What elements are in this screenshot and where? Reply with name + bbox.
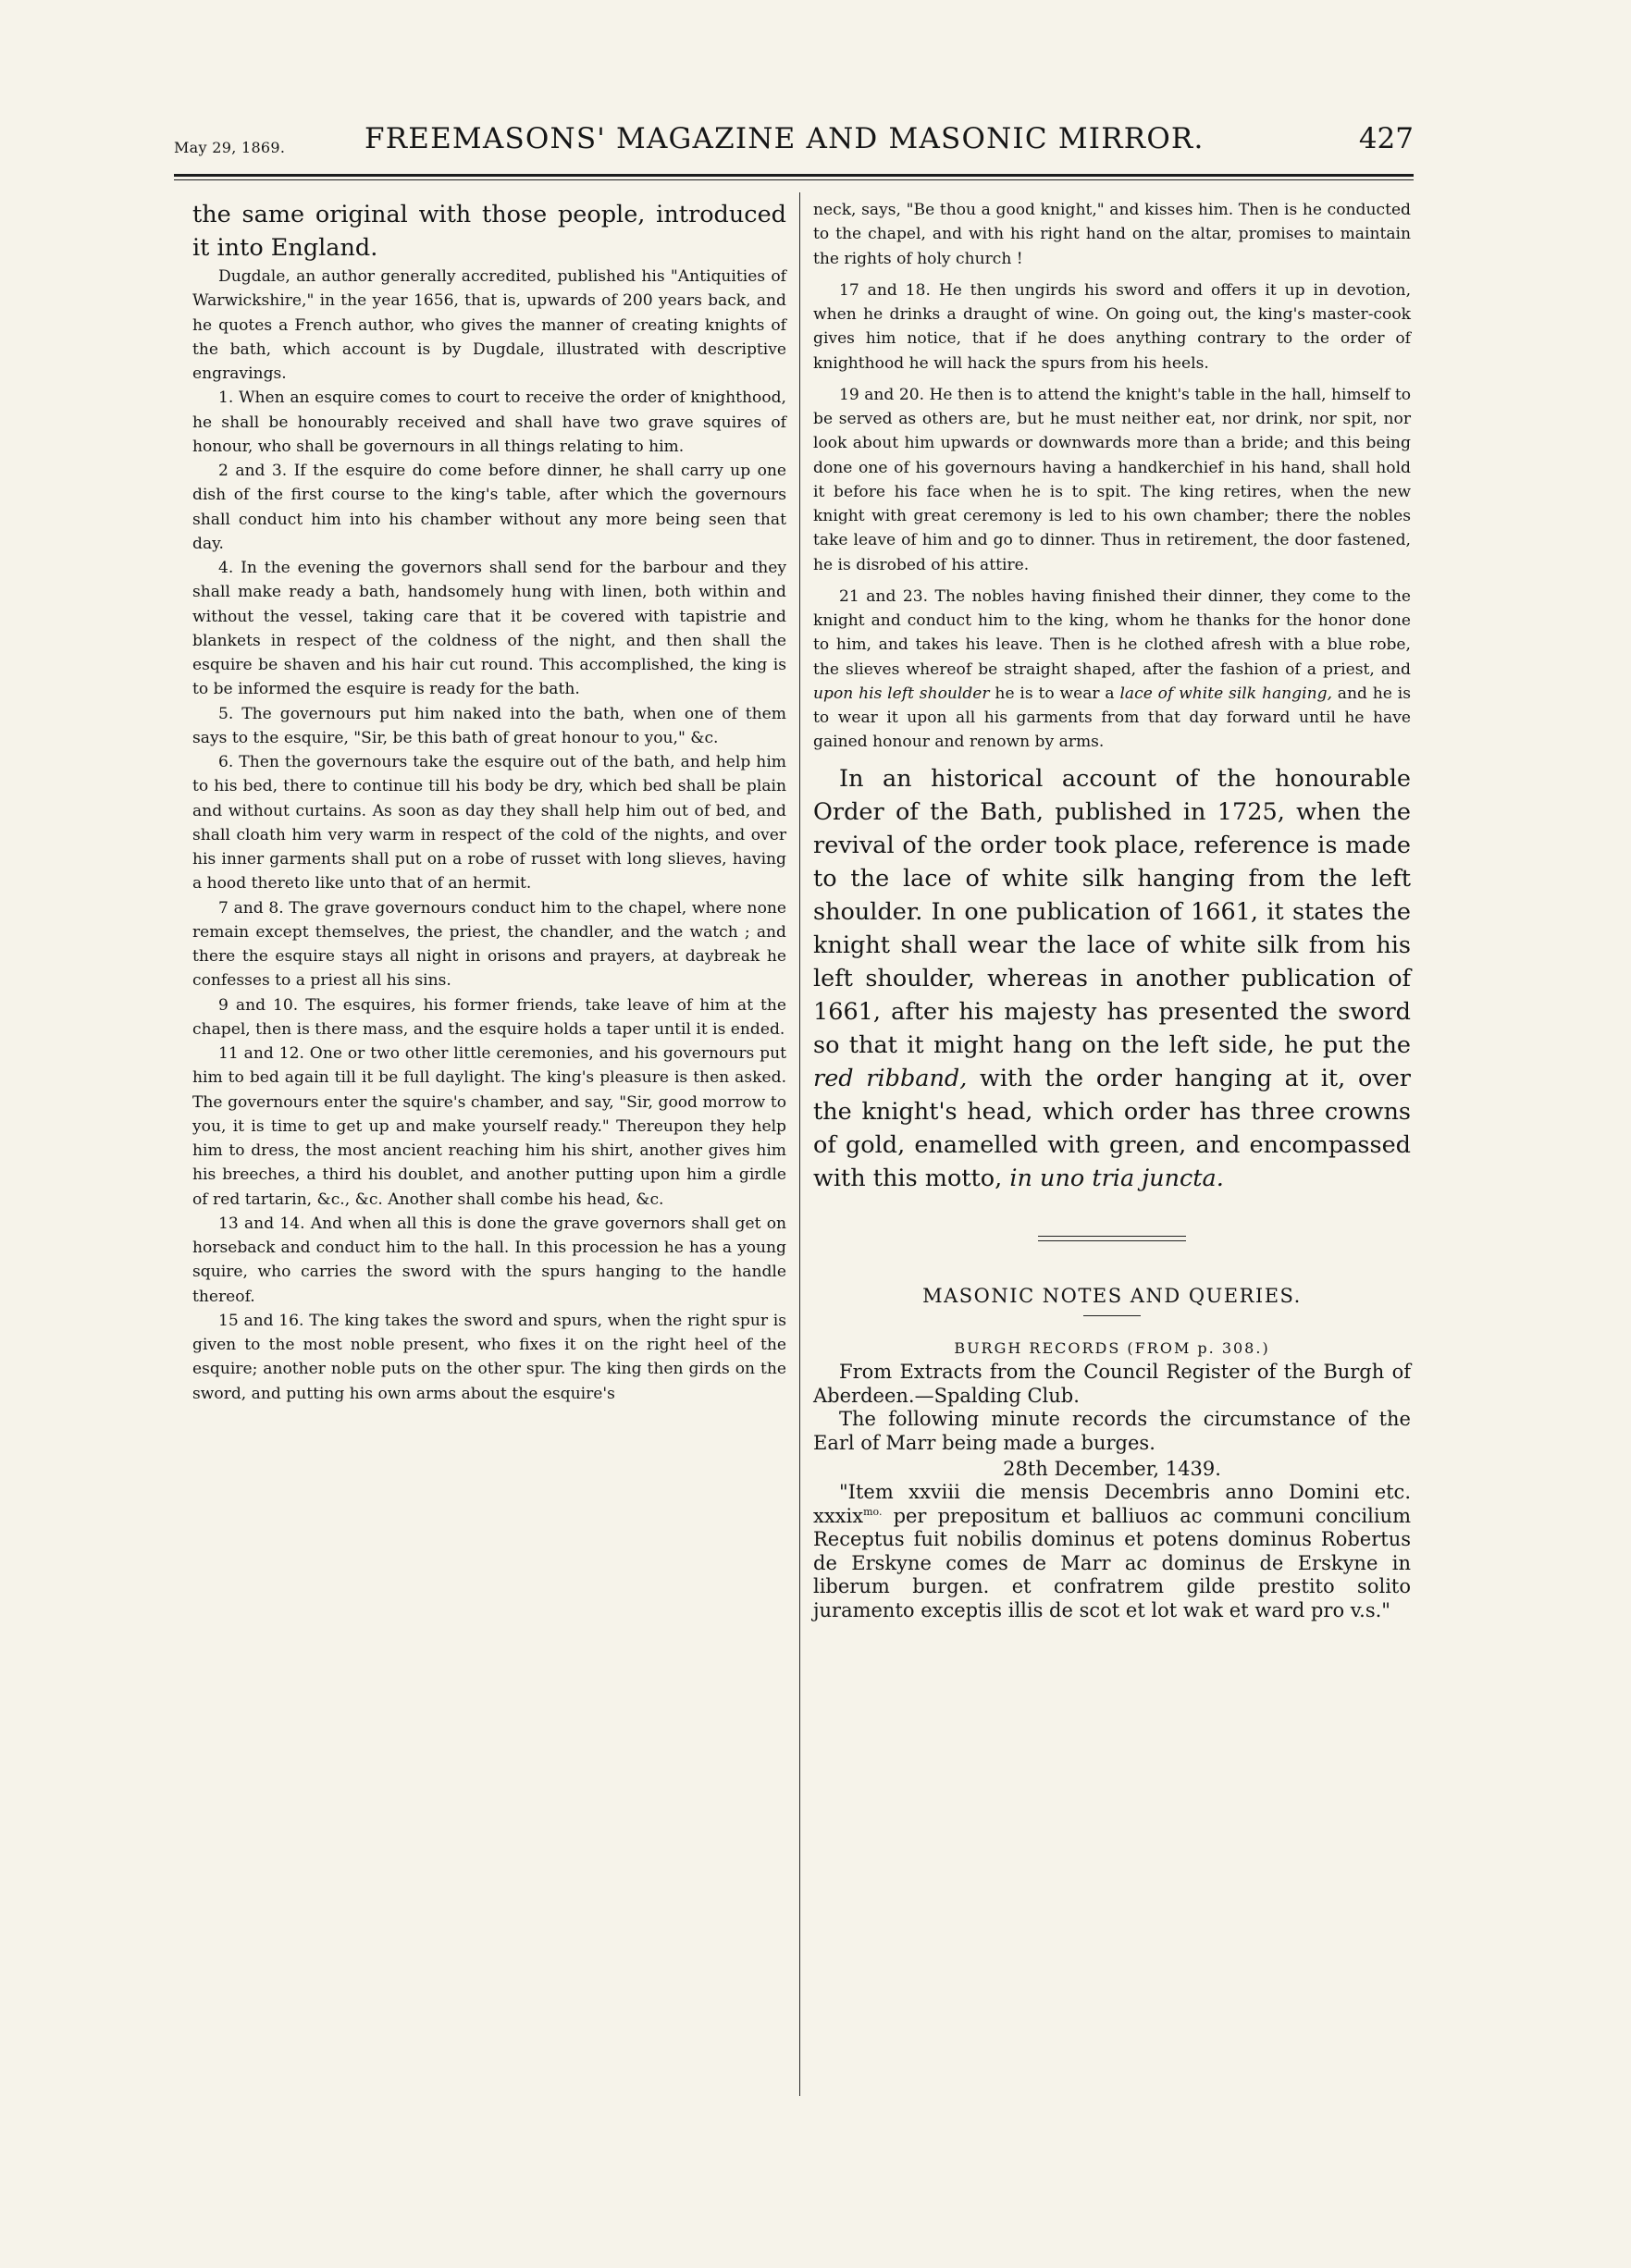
paragraph-21-23 <box>813 585 1411 755</box>
paragraph-9-10: 9 and 10. The esquires, his former friends, take leave of him at the chapel, then is there mass, and the esquire holds a taper until it is ended. <box>192 995 786 1039</box>
large-text-1: In an historical account of the honourable Order of the Bath, published in 1725, when the revival of the order took place, reference is made to the lace of white silk hanging from the left shoulder. In one publication of 1661, it states the knight shall wear the lace of white silk from his left shoulder, whereas in another publication of 1661, after his majesty has presented the sword so that it might hang on the left side, he put the <box>813 764 1411 1059</box>
large-text-2: with the order hanging at it, over the knight's head, which order has three crowns of gold, enamelled with green, and encompassed with this motto, <box>813 1064 1411 1192</box>
paragraph-19-20: 19 and 20. He then is to attend the knight's table in the hall, himself to be served as others are, but he must neither eat, nor drink, nor spit, nor look about him upwards or downwards more than a bride; and this being done one of his governours having a handkerchief in his hand, shall hold it before his face when he is to spit. The king retires, when the new knight with great ceremony is led to his own chamber; there the nobles take leave of him and go to dinner. Thus in retirement, the door fastened, he is disrobed of his attire. <box>813 385 1411 574</box>
large-italic-2: in uno tria juncta. <box>1009 1164 1224 1192</box>
header-rule <box>174 174 1414 177</box>
p21-italic-1: upon his left shoulder <box>813 684 990 703</box>
note-source: From Extracts from the Council Register of the Burgh of Aberdeen.—Spalding Club. <box>813 1361 1411 1407</box>
issue-date: May 29, 1869. <box>174 139 286 156</box>
paragraph-5: 5. The governours put him naked into the bath, when one of them says to the esquire, "Sir, be this bath of great honour to you," &c. <box>192 704 786 747</box>
record-date: 28th December, 1439. <box>1003 1458 1221 1480</box>
magazine-title: FREEMASONS' MAGAZINE AND MASONIC MIRROR. <box>365 122 1205 155</box>
paragraph-7-8: 7 and 8. The grave governours conduct him to the chapel, where none remain except themselves, the priest, the chandler, and the watch ; and there the esquire stays all night in orisons and prayers, at daybreak he confesses to a priest all his sins. <box>192 898 786 991</box>
latin-text-1: "Item xxviii die mensis Decembris anno Domini etc. xxxix <box>813 1481 1411 1527</box>
paragraph-11-12: 11 and 12. One or two other little ceremonies, and his governours put him to bed again till it be full daylight. The king's pleasure is then asked. The governours enter the squire's chamber, and say, "Sir, good morrow to you, it is time to get up and make yourself ready." Thereupon they help him to dress, the most ancient reaching him his shirt, another gives him his breeches, a third his doublet, and another putting upon him a girdle of red tartarin, &c., &c. Another shall combe his head, &c. <box>192 1044 786 1209</box>
paragraph-continued: neck, says, "Be thou a good knight," and kisses him. Then is he conducted to the chapel, and with his right hand on the altar, promises to maintain the rights of holy church ! <box>813 201 1411 268</box>
section-separator <box>1038 1236 1186 1241</box>
paragraph-15-16: 15 and 16. The king takes the sword and spurs, when the right spur is given to the most noble present, who fixes it on the right heel of the esquire; another noble puts on the other spur. The king then girds on the sword, and putting his own arms about the esquire's <box>192 1311 786 1403</box>
intro-paragraph: the same original with those people, introduced it into England. <box>192 201 786 262</box>
large-italic-1: red ribband, <box>813 1064 968 1092</box>
header-rule-thin <box>174 179 1414 180</box>
p21-text-1: 21 and 23. The nobles having finished their dinner, they come to the knight and conduct him to the king, whom he thanks for the honor done to him, and takes his leave. Then is he clothed afresh with a blue robe, the slieves whereof be straight shaped, after the fashion of a priest, and <box>813 586 1411 679</box>
paragraph-13-14: 13 and 14. And when all this is done the grave governors shall get on horseback and conduct him to the hall. In this procession he has a young squire, who carries the sword with the spurs hanging to the handle thereof. <box>192 1214 786 1306</box>
paragraph-dugdale: Dugdale, an author generally accredited, published his "Antiquities of Warwickshire," in the year 1656, that is, upwards of 200 years back, and he quotes a French author, who gives the manner of creating knights of the bath, which account is by Dugdale, illustrated with descriptive engravings. <box>192 267 786 383</box>
left-column <box>192 198 786 1406</box>
p21-italic-2: lace of white silk hanging, <box>1119 684 1332 703</box>
latin-record <box>813 1481 1411 1622</box>
paragraph-6: 6. Then the governours take the esquire out of the bath, and help him to his bed, there to continue till his body be dry, which bed shall be plain and without curtains. As soon as day they shall help him out of bed, and shall cloath him very warm in respect of the cold of the nights, and over his inner garments shall put on a robe of russet with long slieves, having a hood thereto like unto that of an hermit. <box>192 753 786 894</box>
latin-superscript: mo. <box>863 1505 883 1518</box>
paragraph-4: 4. In the evening the governors shall send for the barbour and they shall make ready a bath, handsomely hung with linen, both within and without the vessel, taking care that it be covered with tapistrie and blankets in respect of the coldness of the night, and then shall the esquire be shaven and his hair cut round. This accomplished, the king is to be informed the esquire is ready for the bath. <box>192 559 786 699</box>
title-underline <box>1083 1315 1141 1316</box>
latin-text-2: per prepositum et balliuos ac communi concilium Receptus fuit nobilis dominus et potens dominus Robertus de Erskyne comes de Marr ac dominus de Erskyne in liberum burgen. et confratrem gilde prestito solito juramento exceptis illis de scot et lot wak et ward pro v.s." <box>813 1504 1411 1621</box>
section-title: MASONIC NOTES AND QUERIES. <box>922 1284 1302 1307</box>
right-column <box>813 198 1411 1622</box>
paragraph-17-18: 17 and 18. He then ungirds his sword and offers it up in devotion, when he drinks a draught of wine. On going out, the king's master-cook gives him notice, that if he does anything contrary to the order of knighthood he will hack the spurs from his heels. <box>813 280 1411 373</box>
page-header <box>174 122 1414 166</box>
paragraph-1: 1. When an esquire comes to court to receive the order of knighthood, he shall be honourably received and shall have two grave squires of honour, who shall be governours in all things relating to him. <box>192 388 786 456</box>
historical-account-paragraph <box>813 762 1411 1195</box>
column-divider <box>799 192 800 2096</box>
note-minute: The following minute records the circumstance of the Earl of Marr being made a burges. <box>813 1408 1411 1454</box>
paragraph-2-3: 2 and 3. If the esquire do come before dinner, he shall carry up one dish of the first course to the king's table, after which the governours shall conduct him into his chamber without any more being seen that day. <box>192 462 786 553</box>
page-number: 427 <box>1358 122 1414 155</box>
p21-text-3: and he is to wear it upon all his garments from that day forward until he have gained honour and renown by arms. <box>813 684 1411 752</box>
p21-text-2: he is to wear a <box>989 684 1120 703</box>
notes-block <box>813 1361 1411 1455</box>
section-subheading: BURGH RECORDS (FROM p. 308.) <box>954 1338 1270 1357</box>
